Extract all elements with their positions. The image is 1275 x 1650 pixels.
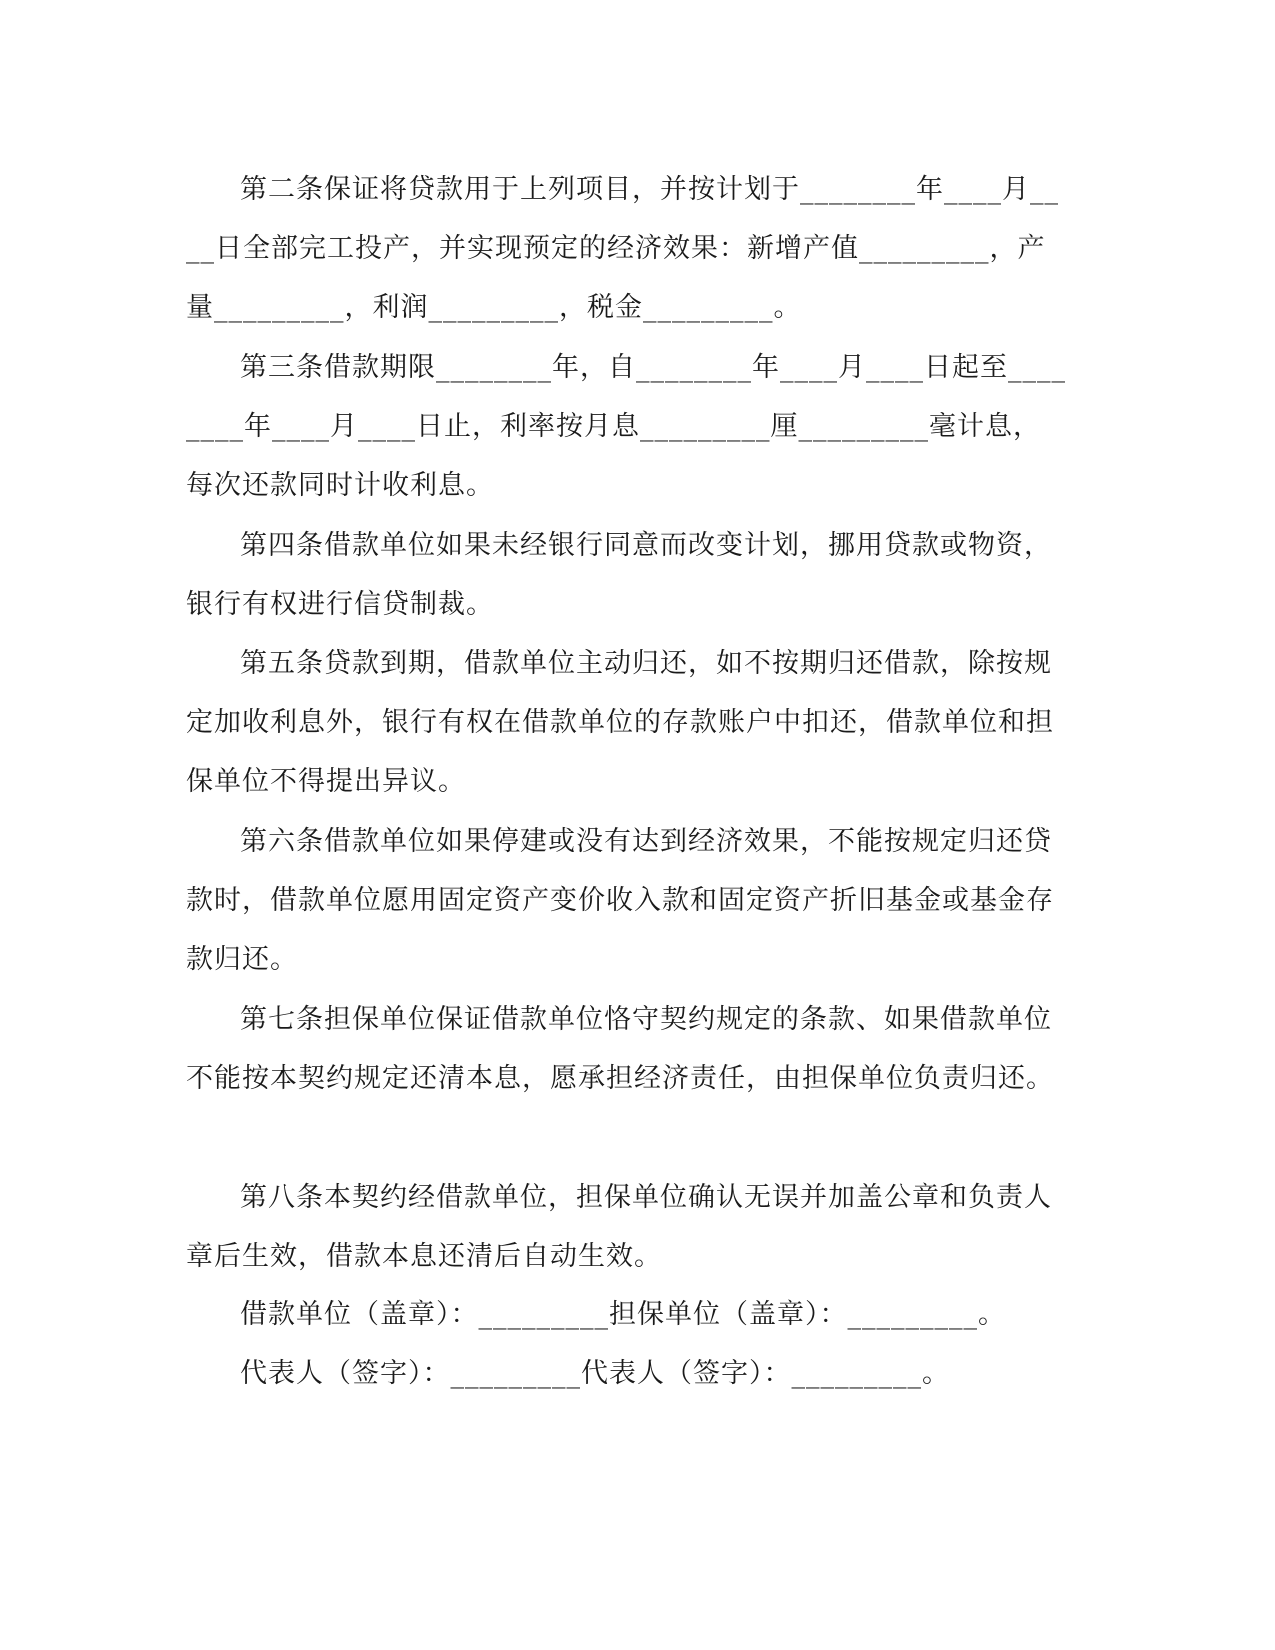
article-3: 第三条借款期限________年，自________年____月____日起至________年____月____日止，利率按月息_________厘_________毫计息，每次还款同时计收利息。 [186,352,1066,501]
article-4: 第四条借款单位如果未经银行同意而改变计划，挪用贷款或物资，银行有权进行信贷制裁。 [186,530,1052,620]
article-8: 第八条本契约经借款单位，担保单位确认无误并加盖公章和负责人章后生效，借款本息还清后自动生效。 [186,1182,1052,1272]
signature-line-seal: 借款单位（盖章）：_________担保单位（盖章）：_________。 [240,1299,1006,1330]
article-6: 第六条借款单位如果停建或没有达到经济效果，不能按规定归还贷款时，借款单位愿用固定资产变价收入款和固定资产折旧基金或基金存款归还。 [186,826,1054,975]
article-5: 第五条贷款到期，借款单位主动归还，如不按期归还借款，除按规定加收利息外，银行有权在借款单位的存款账户中扣还，借款单位和担保单位不得提出异议。 [186,648,1054,797]
article-2: 第二条保证将贷款用于上列项目，并按计划于________年____月____日全部完工投产，并实现预定的经济效果：新增产值_________，产量_________，利润_________，税金_________。 [186,174,1059,323]
signature-line-representative: 代表人（签字）：_________代表人（签字）：_________。 [240,1358,950,1389]
article-7: 第七条担保单位保证借款单位恪守契约规定的条款、如果借款单位不能按本契约规定还清本息，愿承担经济责任，由担保单位负责归还。 [186,1004,1054,1094]
